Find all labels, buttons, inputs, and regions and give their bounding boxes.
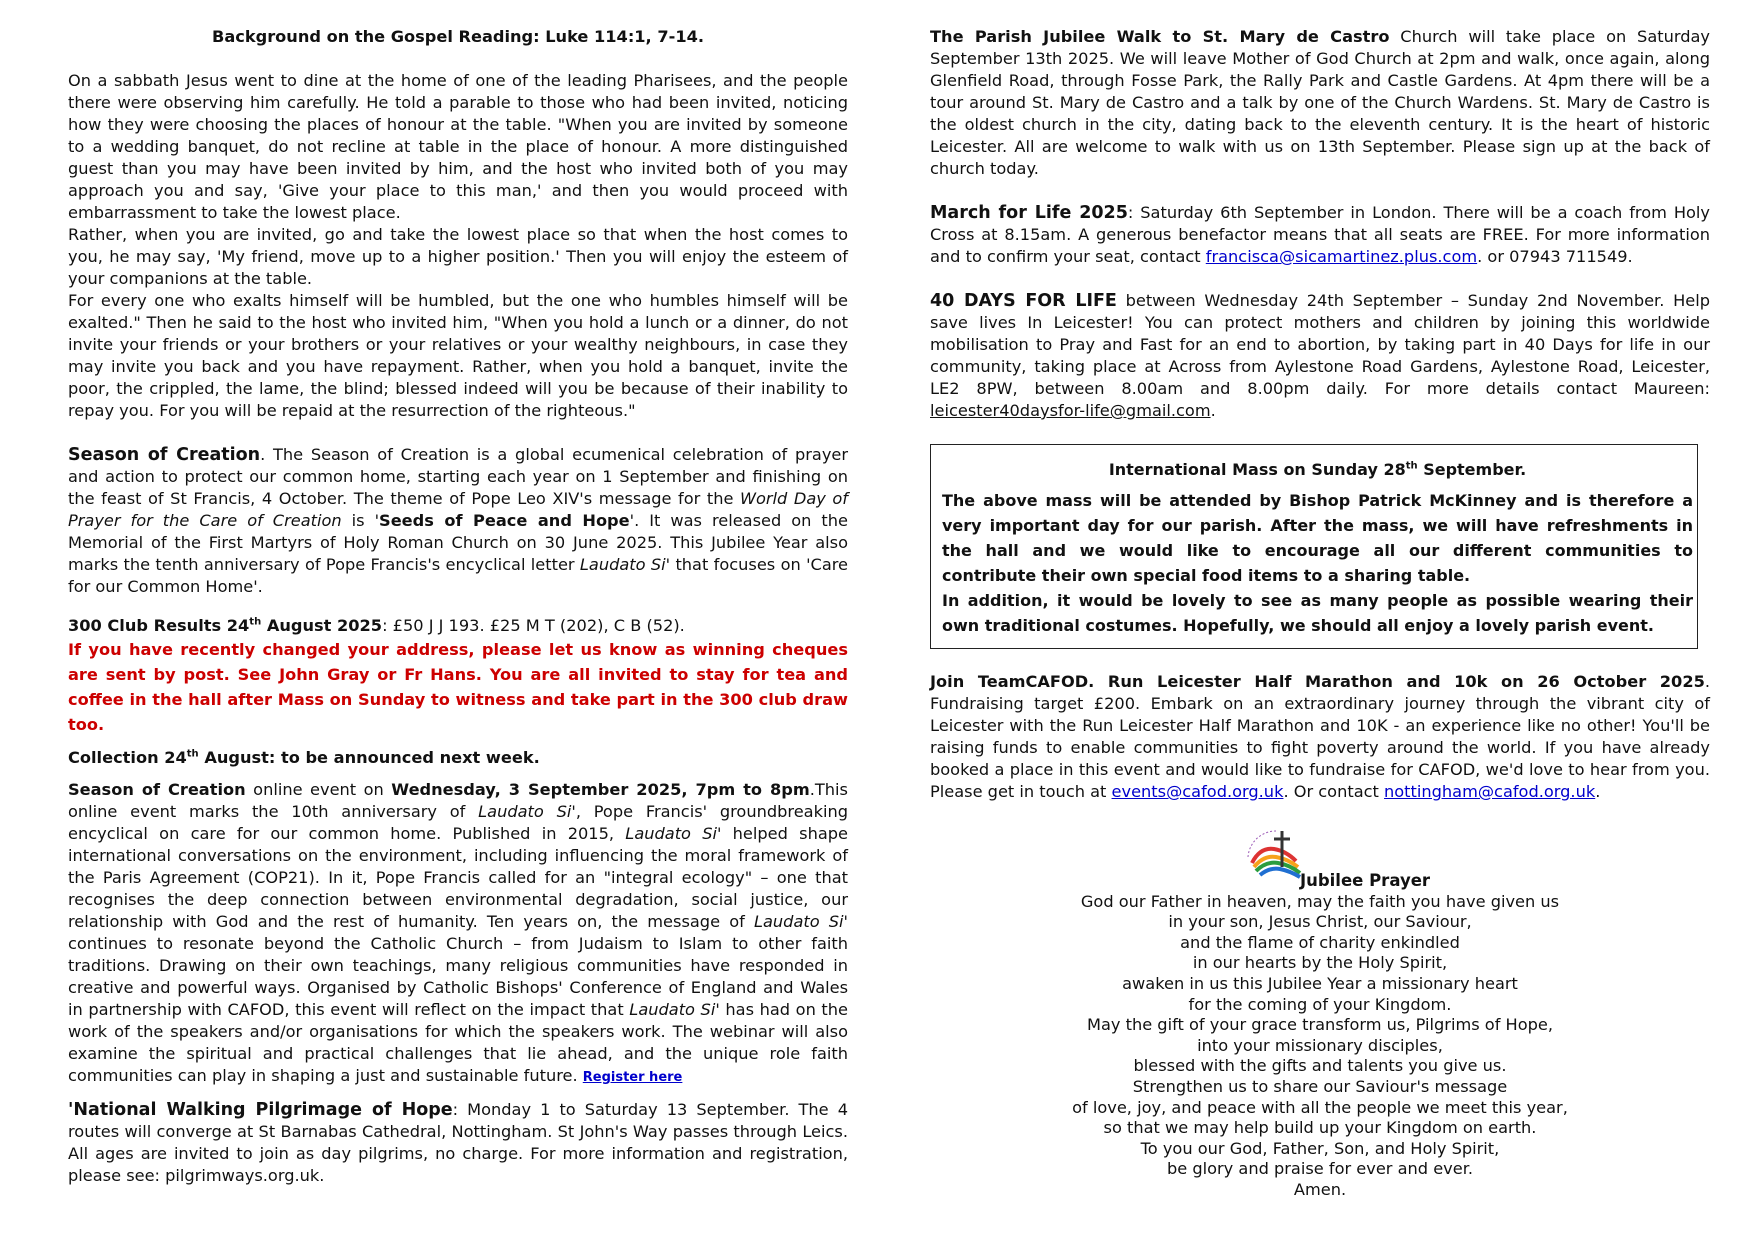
jubilee-prayer	[930, 871, 1710, 1201]
right-column	[930, 26, 1710, 1201]
prayer-line: God our Father in heaven, may the faith you have given us	[1080, 891, 1560, 911]
prayer-line: awaken in us this Jubilee Year a missionary heart	[1122, 973, 1518, 993]
club-results: 300 Club Results 24th August 2025: £50 J J 193. £25 M T (202), C B (52).	[68, 616, 685, 635]
prayer-line: and the flame of charity enkindled	[1180, 932, 1460, 952]
march-email-link[interactable]: francisca@sicamartinez.plus.com	[1205, 247, 1478, 266]
team-cafod: Join TeamCAFOD. Run Leicester Half Marathon and 10k on 26 October 2025. Fundraising target £200. Embark on an extraordinary journey through the vibrant city of Leicester with the Run Leicester Half Marathon and 10K - an experience like no other! You'll be raising funds to enable communities to fight poverty around the world. If you have already booked a place in this event and would like to fundraise for CAFOD, we'd love to hear from you. Please get in touch at events@cafod.org.uk. Or contact nottingham@cafod.org.uk.	[930, 672, 1710, 801]
prayer-line: in your son, Jesus Christ, our Saviour,	[1168, 912, 1472, 932]
left-column	[68, 26, 848, 1187]
mass-box-paragraph-1: The above mass will be attended by Bishop Patrick McKinney and is therefore a very important day for our parish. After the mass, we will have refreshments in the hall and we would like to encourage all our different communities to contribute their own special food items to a sharing table.	[942, 491, 1693, 585]
jubilee-logo-icon	[1246, 827, 1306, 883]
prayer-line: be glory and praise for ever and ever.	[1166, 1159, 1474, 1179]
prayer-line: Amen.	[1293, 1179, 1347, 1199]
prayer-title: Jubilee Prayer	[1299, 871, 1431, 890]
gospel-paragraph-3: For every one who exalts himself will be humbled, but the one who humbles himself will be exalted." Then he said to the host who invited him, "When you hold a lunch or a dinner, do not invite your friends or your brothers or your relatives or your wealthy neighbours, in case they may invite you back and you have repayment. Rather, when you hold a banquet, invite the poor, the crippled, the lame, the blind; blessed indeed will you be because of their inability to repay you. For you will be repaid at the resurrection of the righteous."	[68, 291, 848, 420]
season-heading: Season of Creation	[68, 445, 261, 465]
jubilee-walk: The Parish Jubilee Walk to St. Mary de Castro Church will take place on Saturday September 13th 2025. We will leave Mother of God Church at 2pm and walk, once again, along Glenfield Road, through Fosse Park, the Rally Park and Castle Gardens. At 4pm there will be a tour around St. Mary de Castro and a talk by one of the Church Wardens. St. Mary de Castro is the oldest church in the city, dating back to the eleventh century. It is the heart of historic Leicester. All are welcome to walk with us on 13th September. Please sign up at the back of church today.	[930, 27, 1710, 178]
club-notice: If you have recently changed your address, please let us know as winning cheques are sent by post. See John Gray or Fr Hans. You are all invited to stay for tea and coffee in the hall after Mass on Sunday to witness and take part in the 300 club draw too.	[68, 640, 848, 734]
prayer-line: May the gift of your grace transform us, Pilgrims of Hope,	[1086, 1015, 1553, 1035]
march-for-life: March for Life 2025: Saturday 6th September in London. There will be a coach from Holy Cross at 8.15am. A generous benefactor means that all seats are FREE. For more information and to confirm your seat, contact francisca@sicamartinez.plus.com. or 07943 711549.	[930, 203, 1710, 266]
prayer-line: so that we may help build up your Kingdom on earth.	[1103, 1118, 1537, 1138]
collection-notice: Collection 24th August: to be announced next week.	[68, 748, 540, 767]
prayer-line: into your missionary disciples,	[1197, 1035, 1443, 1055]
register-here-link[interactable]: Register here	[582, 1070, 683, 1085]
cafod-events-email-link[interactable]: events@cafod.org.uk	[1111, 782, 1284, 801]
cafod-nottingham-email-link[interactable]: nottingham@cafod.org.uk	[1384, 782, 1596, 801]
walking-pilgrimage: 'National Walking Pilgrimage of Hope: Monday 1 to Saturday 13 September. The 4 routes will converge at St Barnabas Cathedral, Nottingham. St John's Way passes through Leics. All ages are invited to join as day pilgrims, no charge. For more information and registration, please see: pilgrimways.org.uk.	[68, 1100, 848, 1185]
gospel-paragraph-2: Rather, when you are invited, go and take the lowest place so that when the host comes to you, he may say, 'My friend, move up to a higher position.' Then you will enjoy the esteem of your companions at the table.	[68, 225, 848, 288]
mass-box-paragraph-2: In addition, it would be lovely to see as many people as possible wearing their own traditional costumes. Hopefully, we should all enjoy a lovely parish event.	[942, 591, 1693, 635]
prayer-line: Strengthen us to share our Saviour's message	[1132, 1076, 1508, 1096]
prayer-line: for the coming of your Kingdom.	[1188, 994, 1452, 1014]
online-event: Season of Creation online event on Wednesday, 3 September 2025, 7pm to 8pm.This online event marks the 10th anniversary of Laudato Si', Pope Francis' groundbreaking encyclical on care for our common home. Published in 2015, Laudato Si' helped shape international conversations on the environment, including influencing the moral framework of the Paris Agreement (COP21). In it, Pope Francis called for an "integral ecology" – one that recognises the deep connection between environmental degradation, social justice, our relationship with God and the rest of humanity. Ten years on, the message of Laudato Si' continues to resonate beyond the Catholic Church – from Judaism to Islam to other faith traditions. Drawing on their own teachings, many religious communities have responded in creative and powerful ways. Organised by Catholic Bishops' Conference of England and Wales in partnership with CAFOD, this event will reflect on the impact that Laudato Si' has had on the work of the speakers and/or organisations for which the speakers work. The webinar will also examine the spiritual and practical challenges that lie ahead, and the unique role faith communities can play in shaping a just and sustainable future. Register here	[68, 780, 849, 1085]
club-heading: 300 Club Results 24th August 2025	[68, 616, 383, 635]
prayer-line: blessed with the gifts and talents you give us.	[1133, 1056, 1507, 1076]
international-mass-box	[930, 444, 1698, 649]
forty-days-for-life: 40 DAYS FOR LIFE between Wednesday 24th September – Sunday 2nd November. Help save lives In Leicester! You can protect mothers and children by joining this worldwide mobilisation to Pray and Fast for an end to abortion, by taking part in 40 Days for life in our community, taking place at Across from Aylestone Road Gardens, Aylestone Road, Leicester, LE2 8PW, between 8.00am and 8.00pm daily. For more details contact Maureen: leicester40daysfor-life@gmail.com.	[930, 291, 1710, 420]
prayer-line: To you our God, Father, Son, and Holy Spirit,	[1140, 1138, 1500, 1158]
gospel-title: Background on the Gospel Reading: Luke 114:1, 7-14.	[211, 27, 704, 46]
mass-box-title: International Mass on Sunday 28th September.	[1108, 460, 1527, 479]
forty-days-email[interactable]: leicester40daysfor-life@gmail.com	[930, 401, 1211, 420]
season-of-creation: Season of Creation. The Season of Creation is a global ecumenical celebration of prayer and action to protect our common home, starting each year on 1 September and finishing on the feast of St Francis, 4 October. The theme of Pope Leo XIV's message for the World Day of Prayer for the Care of Creation is 'Seeds of Peace and Hope'. It was released on the Memorial of the First Martyrs of Holy Roman Church on 30 June 2025. This Jubilee Year also marks the tenth anniversary of Pope Francis's encyclical letter Laudato Si' that focuses on 'Care for our Common Home'.	[68, 445, 849, 596]
prayer-line: in our hearts by the Holy Spirit,	[1192, 953, 1448, 973]
gospel-paragraph-1: On a sabbath Jesus went to dine at the home of one of the leading Pharisees, and the people there were observing him carefully. He told a parable to those who had been invited, noticing how they were choosing the places of honour at the table. "When you are invited by someone to a wedding banquet, do not recline at table in the place of honour. A more distinguished guest than you may have been invited by him, and the host who invited both of you may approach you and say, 'Give your place to this man,' and then you would proceed with embarrassment to take the lowest place.	[68, 71, 848, 222]
prayer-line: of love, joy, and peace with all the people we meet this year,	[1072, 1097, 1568, 1117]
